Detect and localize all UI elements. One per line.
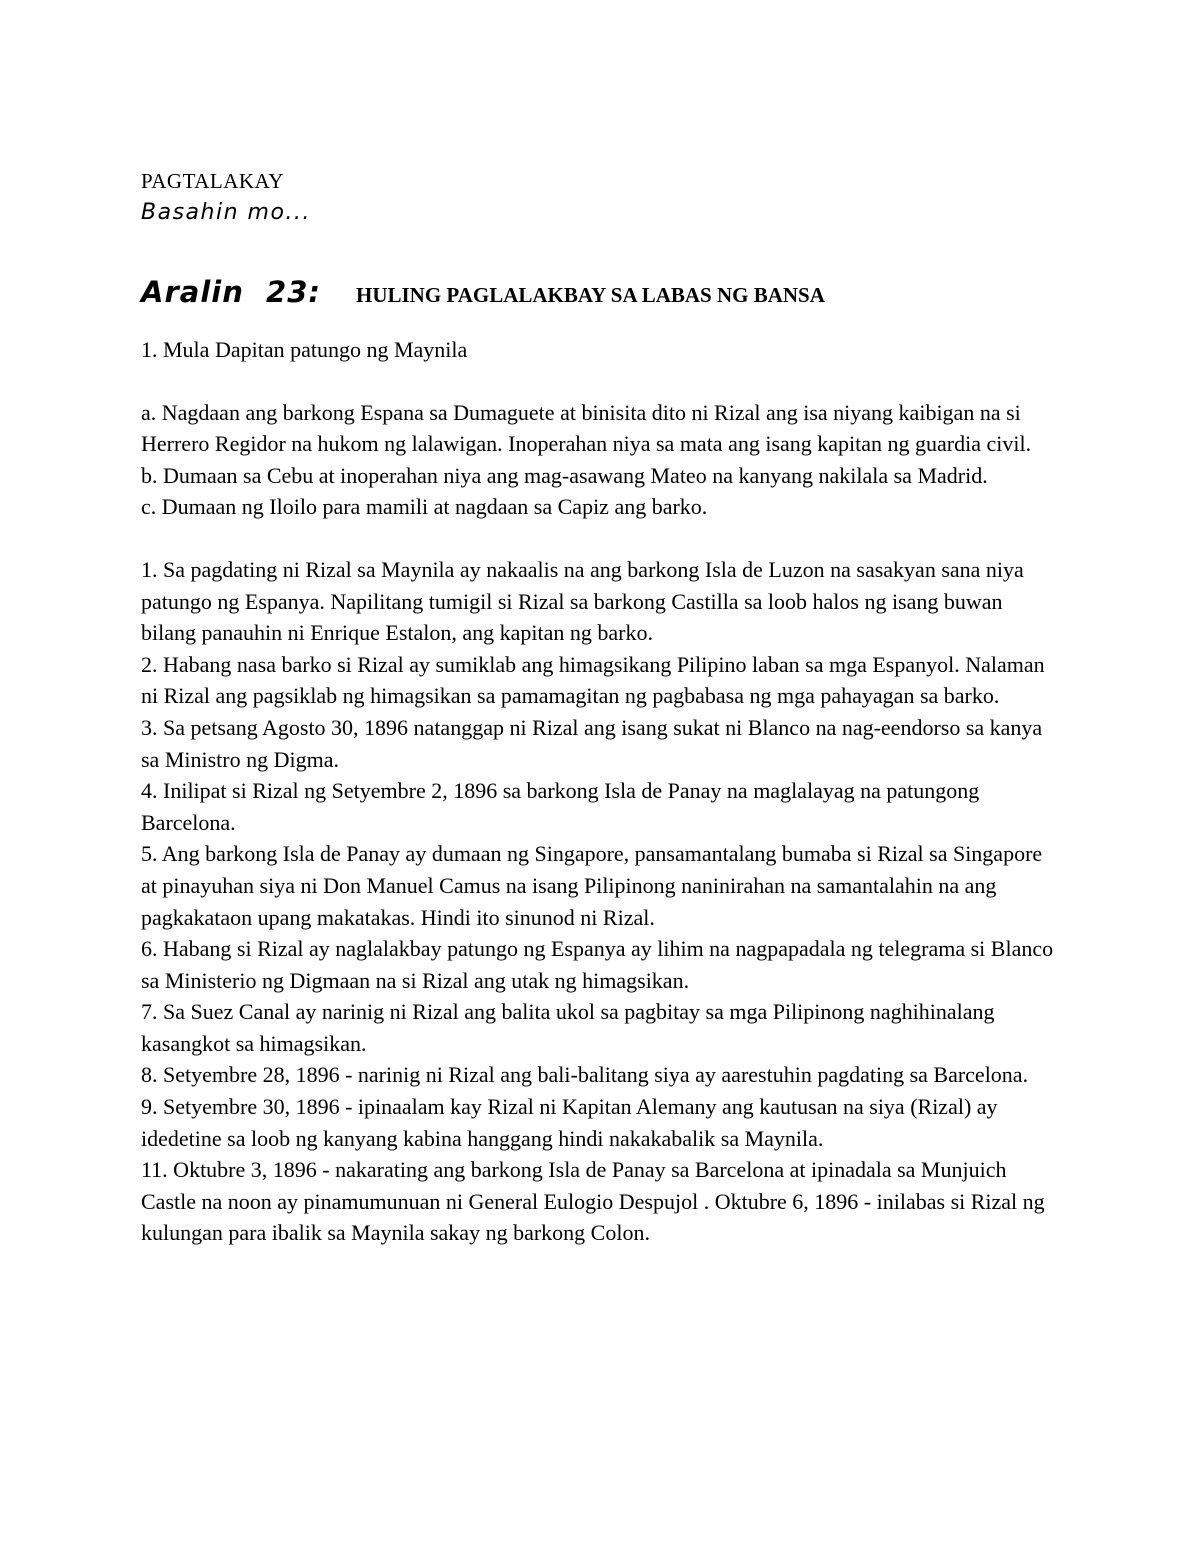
numbered-item: 3. Sa petsang Agosto 30, 1896 natanggap ni Rizal ang isang sukat ni Blanco na nag-eendorso sa kanya sa Ministro ng Digma. <box>141 714 1043 772</box>
numbered-item: 4. Inilipat si Rizal ng Setyembre 2, 1896 sa barkong Isla de Panay na maglalayag na patungong Barcelona. <box>141 778 980 835</box>
lesson-number: Aralin 23: <box>141 275 321 309</box>
document-body <box>141 166 1061 1249</box>
section-label: PAGTALAKAY <box>141 169 284 193</box>
numbered-item: 2. Habang nasa barko si Rizal ay sumiklab ang himagsikang Pilipino laban sa mga Espanyol. Nalaman ni Rizal ang pagsiklab ng himagsikan sa pamamagitan ng pagbabasa ng mga pahayagan sa barko. <box>141 651 1045 709</box>
numbered-item: 1. Sa pagdating ni Rizal sa Maynila ay nakaalis na ang barkong Isla de Luzon na sasakyan sana niya patungo ng Espanya. Napilitang tumigil si Rizal sa barkong Castilla sa loob halos ng isang buwan bilang panauhin ni Enrique Estalon, ang kapitan ng barko. <box>141 556 1024 646</box>
lesson-heading <box>141 270 1061 317</box>
sub-item: b. Dumaan sa Cebu at inoperahan niya ang mag-asawang Mateo na kanyang nakilala sa Madrid. <box>141 462 988 488</box>
numbered-item: 6. Habang si Rizal ay naglalakbay patungo ng Espanya ay lihim na nagpapadala ng telegrama si Blanco sa Ministerio ng Digmaan na si Rizal ang utak ng himagsikan. <box>141 936 1054 993</box>
numbered-item: 7. Sa Suez Canal ay narinig ni Rizal ang balita ukol sa pagbitay sa mga Pilipinong naghihinalang kasangkot sa himagsikan. <box>141 999 995 1056</box>
sub-item: c. Dumaan ng Iloilo para mamili at nagdaan sa Capiz ang barko. <box>141 494 708 520</box>
numbered-item: 5. Ang barkong Isla de Panay ay dumaan ng Singapore, pansamantalang bumaba si Rizal sa Singapore at pinayuhan siya ni Don Manuel Camus na isang Pilipinong naninirahan na samantalahin na ang pagkakataon upang makatakas. Hindi ito sinunod ni Rizal. <box>141 841 1043 930</box>
numbered-item: 9. Setyembre 30, 1896 - ipinaalam kay Rizal ni Kapitan Alemany ang kautusan na siya (Rizal) ay idedetine sa loob ng kanyang kabina hanggang hindi nakakabalik sa Maynila. <box>141 1094 998 1151</box>
section-title: 1. Mula Dapitan patungo ng Maynila <box>141 337 468 362</box>
sub-item-list <box>141 397 1061 523</box>
lesson-title: HULING PAGLALAKBAY SA LABAS NG BANSA <box>356 283 825 307</box>
document-subtitle: Basahin mo... <box>141 200 311 225</box>
numbered-item: 11. Oktubre 3, 1896 - nakarating ang barkong Isla de Panay sa Barcelona at ipinadala sa Munjuich Castle na noon ay pinamumunuan ni General Eulogio Despujol . Oktubre 6, 1896 - inilabas si Rizal ng kulungan para ibalik sa Maynila sakay ng barkong Colon. <box>141 1157 1045 1246</box>
numbered-item: 8. Setyembre 28, 1896 - narinig ni Rizal ang bali-balitang siya ay aarestuhin pagdating sa Barcelona. <box>141 1062 1029 1088</box>
sub-item: a. Nagdaan ang barkong Espana sa Dumaguete at binisita dito ni Rizal ang isa niyang kaibigan na si Herrero Regidor na hukom ng lalawigan. Inoperahan niya sa mata ang isang kapitan ng guardia civil. <box>141 399 1032 457</box>
numbered-item-list <box>141 554 1061 1249</box>
